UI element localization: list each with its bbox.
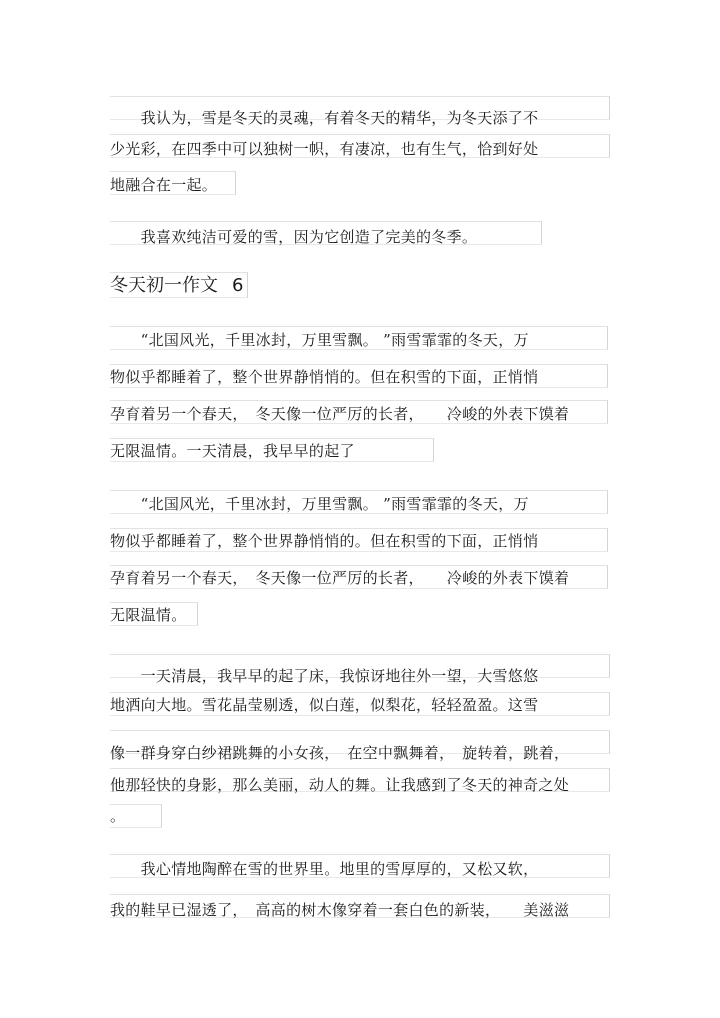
text-line: 无限温情。	[110, 606, 187, 624]
text-line: 像一群身穿白纱裙跳舞的小女孩， 在空中飘舞着， 旋转着，跳着，	[110, 744, 570, 762]
text-line: 地洒向大地。雪花晶莹剔透，似白莲，似梨花，轻轻盈盈。这雪	[110, 696, 539, 714]
text-line: 少光彩，在四季中可以独树一帜，有凄凉，也有生气，恰到好处	[110, 140, 539, 158]
text-line: 无限温情。一天清晨，我早早的起了	[110, 442, 355, 460]
section-heading	[110, 274, 243, 298]
text-line: 物似乎都睡着了，整个世界静悄悄的。但在积雪的下面，正悄悄	[110, 532, 539, 550]
heading-text: 冬天初一作文	[110, 275, 218, 296]
text-line: 。	[110, 807, 126, 825]
text-line: 我喜欢纯洁可爱的雪，因为它创造了完美的冬季。	[110, 228, 478, 246]
text-line: “北国风光，千里冰封，万里雪飘。 ”雨雪霏霏的冬天，万	[110, 495, 529, 513]
text-line: 物似乎都睡着了，整个世界静悄悄的。但在积雪的下面，正悄悄	[110, 368, 539, 386]
text-line: 一天清晨，我早早的起了床，我惊讶地往外一望，大雪悠悠	[110, 667, 539, 685]
text-line: 我的鞋早已湿透了， 高高的树木像穿着一套白色的新装， 美滋滋	[110, 901, 570, 919]
text-line: 孕育着另一个春天， 冬天像一位严厉的长者， 冷峻的外表下馍着	[110, 569, 570, 587]
heading-number: 6	[232, 275, 244, 296]
text-line: “北国风光，千里冰封，万里雪飘。 ”雨雪霏霏的冬天，万	[110, 331, 529, 349]
text-line: 他那轻快的身影，那么美丽，动人的舞。让我感到了冬天的神奇之处	[110, 776, 570, 794]
text-line: 孕育着另一个春天， 冬天像一位严厉的长者， 冷峻的外表下馍着	[110, 405, 570, 423]
text-line: 地融合在一起。	[110, 176, 218, 194]
text-line: 我心情地陶醉在雪的世界里。地里的雪厚厚的，又松又软，	[110, 860, 539, 878]
text-line: 我认为，雪是冬天的灵魂，有着冬天的精华，为冬天添了不	[110, 109, 539, 127]
